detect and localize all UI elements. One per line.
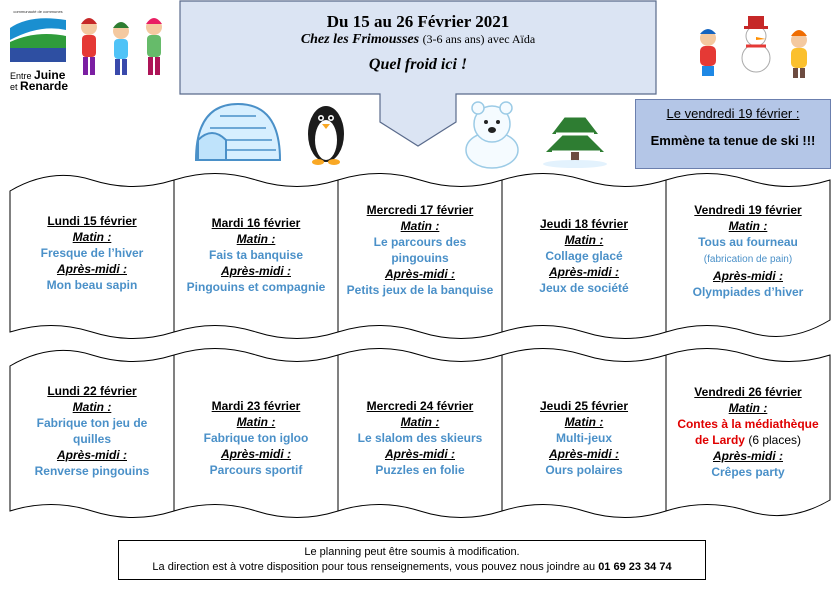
morning-activity-line1: Fabrique ton jeu de (36, 416, 148, 430)
day-card-wednesday-17 (340, 202, 500, 298)
penguin-illustration (308, 106, 344, 165)
day-date: Jeudi 25 février (539, 399, 629, 413)
afternoon-activity: Puzzles en folie (375, 463, 465, 477)
footer-line2 (119, 560, 705, 575)
polar-bear-illustration (466, 102, 518, 168)
morning-label: Matin : (72, 230, 112, 244)
footer-line1: Le planning peut être soumis à modification. (304, 546, 520, 558)
day-date: Vendredi 19 février (694, 203, 802, 217)
logo-word-renarde: Renarde (20, 79, 69, 93)
day-card-thursday-18 (504, 216, 664, 296)
page-title: Du 15 au 26 Février 2021 (326, 12, 510, 31)
day-date: Mercredi 17 février (366, 203, 474, 217)
afternoon-activity: Pingouins et compagnie (186, 280, 326, 294)
snowman-illustration (700, 16, 807, 78)
afternoon-label: Après-midi : (56, 262, 127, 276)
ski-note-box (635, 99, 831, 169)
morning-activity-note: (fabrication de pain) (703, 254, 793, 265)
logo-text (10, 70, 68, 92)
morning-activity: Tous au fourneau (698, 235, 798, 249)
day-date: Vendredi 26 février (694, 385, 802, 399)
morning-activity-note: (6 places) (748, 433, 802, 447)
afternoon-activity: Mon beau sapin (46, 278, 138, 292)
afternoon-activity: Jeux de société (539, 281, 629, 295)
svg-text:communauté de communes: communauté de communes (13, 9, 63, 14)
footer-phone: 01 69 23 34 74 (598, 561, 672, 573)
morning-label: Matin : (236, 232, 276, 246)
footer-contact-text: La direction est à votre disposition pour tous renseignements, vous pouvez nous joindre au (152, 561, 596, 573)
day-date: Jeudi 18 février (539, 217, 629, 231)
afternoon-label: Après-midi : (548, 265, 619, 279)
afternoon-label: Après-midi : (220, 264, 291, 278)
morning-activity-line2: de Lardy (694, 433, 745, 447)
day-card-monday-15 (12, 213, 172, 293)
morning-label: Matin : (236, 415, 276, 429)
morning-label: Matin : (564, 415, 604, 429)
day-date: Mercredi 24 février (366, 399, 474, 413)
afternoon-label: Après-midi : (712, 269, 783, 283)
day-card-friday-26 (668, 384, 828, 480)
logo-word-juine: Juine (34, 68, 66, 82)
morning-activity: Multi-jeux (556, 431, 612, 445)
day-card-wednesday-24 (340, 398, 500, 478)
morning-activity-line1: Contes à la médiathèque (677, 417, 819, 431)
day-card-tuesday-16 (176, 215, 336, 295)
logo-graphic (8, 8, 70, 66)
day-card-monday-22 (12, 383, 172, 479)
footer-notice (118, 540, 706, 580)
afternoon-label: Après-midi : (384, 267, 455, 281)
morning-label: Matin : (400, 219, 440, 233)
morning-label: Matin : (400, 415, 440, 429)
place-name: Chez les Frimousses (300, 32, 420, 47)
morning-label: Matin : (72, 400, 112, 414)
morning-activity: Fresque de l’hiver (40, 246, 144, 260)
logo-word-entre: Entre (10, 71, 32, 81)
day-date: Lundi 22 février (47, 384, 137, 398)
morning-activity-line2: quilles (72, 432, 111, 446)
subtitle (180, 32, 656, 48)
morning-activity: Collage glacé (545, 249, 623, 263)
day-card-friday-19 (668, 202, 828, 300)
morning-label: Matin : (728, 219, 768, 233)
morning-activity-line1: Le parcours des (373, 235, 467, 249)
children-illustration-left (81, 18, 162, 75)
day-date: Mardi 23 février (211, 399, 301, 413)
day-card-tuesday-23 (176, 398, 336, 478)
afternoon-activity: Olympiades d’hiver (692, 285, 804, 299)
tree-illustration (543, 104, 607, 168)
morning-label: Matin : (728, 401, 768, 415)
afternoon-activity: Petits jeux de la banquise (346, 283, 494, 297)
morning-activity: Le slalom des skieurs (357, 431, 483, 445)
morning-activity: Fabrique ton igloo (203, 431, 309, 445)
afternoon-label: Après-midi : (548, 447, 619, 461)
day-date: Mardi 16 février (211, 216, 301, 230)
morning-activity-line2: pingouins (391, 251, 449, 265)
afternoon-activity: Crêpes party (711, 465, 785, 479)
day-date: Lundi 15 février (47, 214, 137, 228)
slogan: Quel froid ici ! (368, 56, 468, 73)
afternoon-activity: Ours polaires (545, 463, 623, 477)
afternoon-activity: Parcours sportif (209, 463, 303, 477)
afternoon-label: Après-midi : (384, 447, 455, 461)
ski-note-date: Le vendredi 19 février : (666, 106, 800, 121)
day-card-thursday-25 (504, 398, 664, 478)
ski-note-text: Emmène ta tenue de ski !!! (650, 133, 816, 148)
logo-word-et: et (10, 82, 18, 92)
afternoon-label: Après-midi : (712, 449, 783, 463)
morning-label: Matin : (564, 233, 604, 247)
igloo-illustration (196, 104, 280, 160)
morning-activity: Fais ta banquise (208, 248, 304, 262)
afternoon-label: Après-midi : (56, 448, 127, 462)
age-range: (3-6 ans ans) avec Aïda (422, 32, 536, 46)
afternoon-label: Après-midi : (220, 447, 291, 461)
afternoon-activity: Renverse pingouins (34, 464, 150, 478)
